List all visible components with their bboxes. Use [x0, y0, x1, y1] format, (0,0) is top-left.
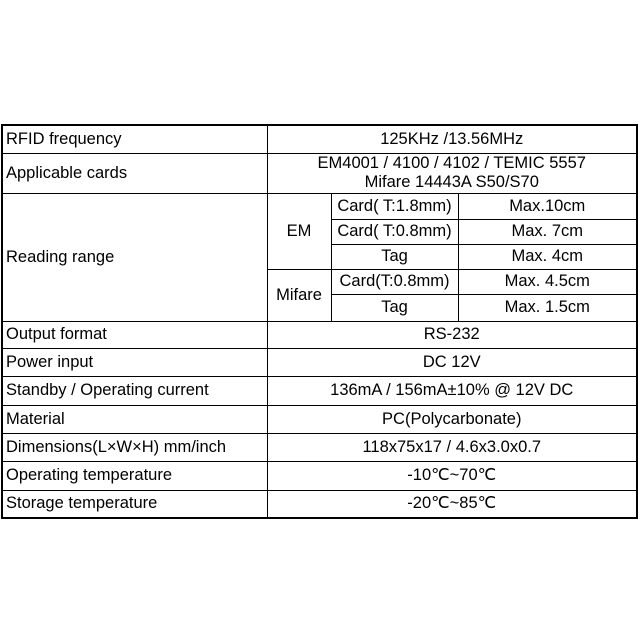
row-value: RS-232 — [267, 321, 637, 348]
range-value: Max.10cm — [458, 193, 637, 219]
table-row — [2, 376, 637, 405]
row-label: Operating temperature — [2, 461, 267, 490]
table-row — [2, 461, 637, 490]
row-value: 136mA / 156mA±10% @ 12V DC — [267, 376, 637, 405]
table-row — [2, 490, 637, 518]
row-label: Output format — [2, 321, 267, 348]
row-value: 125KHz /13.56MHz — [267, 125, 637, 153]
row-value: 118x75x17 / 4.6x3.0x0.7 — [267, 433, 637, 461]
range-type: Card( T:0.8mm) — [331, 219, 458, 244]
row-label: Applicable cards — [2, 153, 267, 193]
range-type: Card(T:0.8mm) — [331, 269, 458, 294]
table-row — [2, 405, 637, 433]
row-value: -20℃~85℃ — [267, 490, 637, 518]
range-type: Tag — [331, 294, 458, 321]
table-row — [2, 153, 637, 193]
range-value: Max. 4cm — [458, 244, 637, 269]
range-type: Card( T:1.8mm) — [331, 193, 458, 219]
row-label: Power input — [2, 348, 267, 376]
table-row — [2, 193, 637, 219]
spec-table — [1, 124, 638, 519]
table-row — [2, 433, 637, 461]
row-label: Storage temperature — [2, 490, 267, 518]
row-value — [267, 153, 637, 193]
range-type: Tag — [331, 244, 458, 269]
table-row — [2, 321, 637, 348]
cards-line-2: Mifare 14443A S50/S70 — [364, 173, 539, 191]
row-value: -10℃~70℃ — [267, 461, 637, 490]
em-label: EM — [267, 193, 331, 269]
row-label: RFID frequency — [2, 125, 267, 153]
table-row — [2, 125, 637, 153]
row-label: Reading range — [2, 193, 267, 321]
row-label: Standby / Operating current — [2, 376, 267, 405]
range-value: Max. 4.5cm — [458, 269, 637, 294]
row-value: DC 12V — [267, 348, 637, 376]
row-label: Material — [2, 405, 267, 433]
range-value: Max. 7cm — [458, 219, 637, 244]
row-label: Dimensions(L×W×H) mm/inch — [2, 433, 267, 461]
cards-line-1: EM4001 / 4100 / 4102 / TEMIC 5557 — [317, 154, 586, 172]
table-row — [2, 348, 637, 376]
mifare-label: Mifare — [267, 269, 331, 321]
range-value: Max. 1.5cm — [458, 294, 637, 321]
row-value: PC(Polycarbonate) — [267, 405, 637, 433]
